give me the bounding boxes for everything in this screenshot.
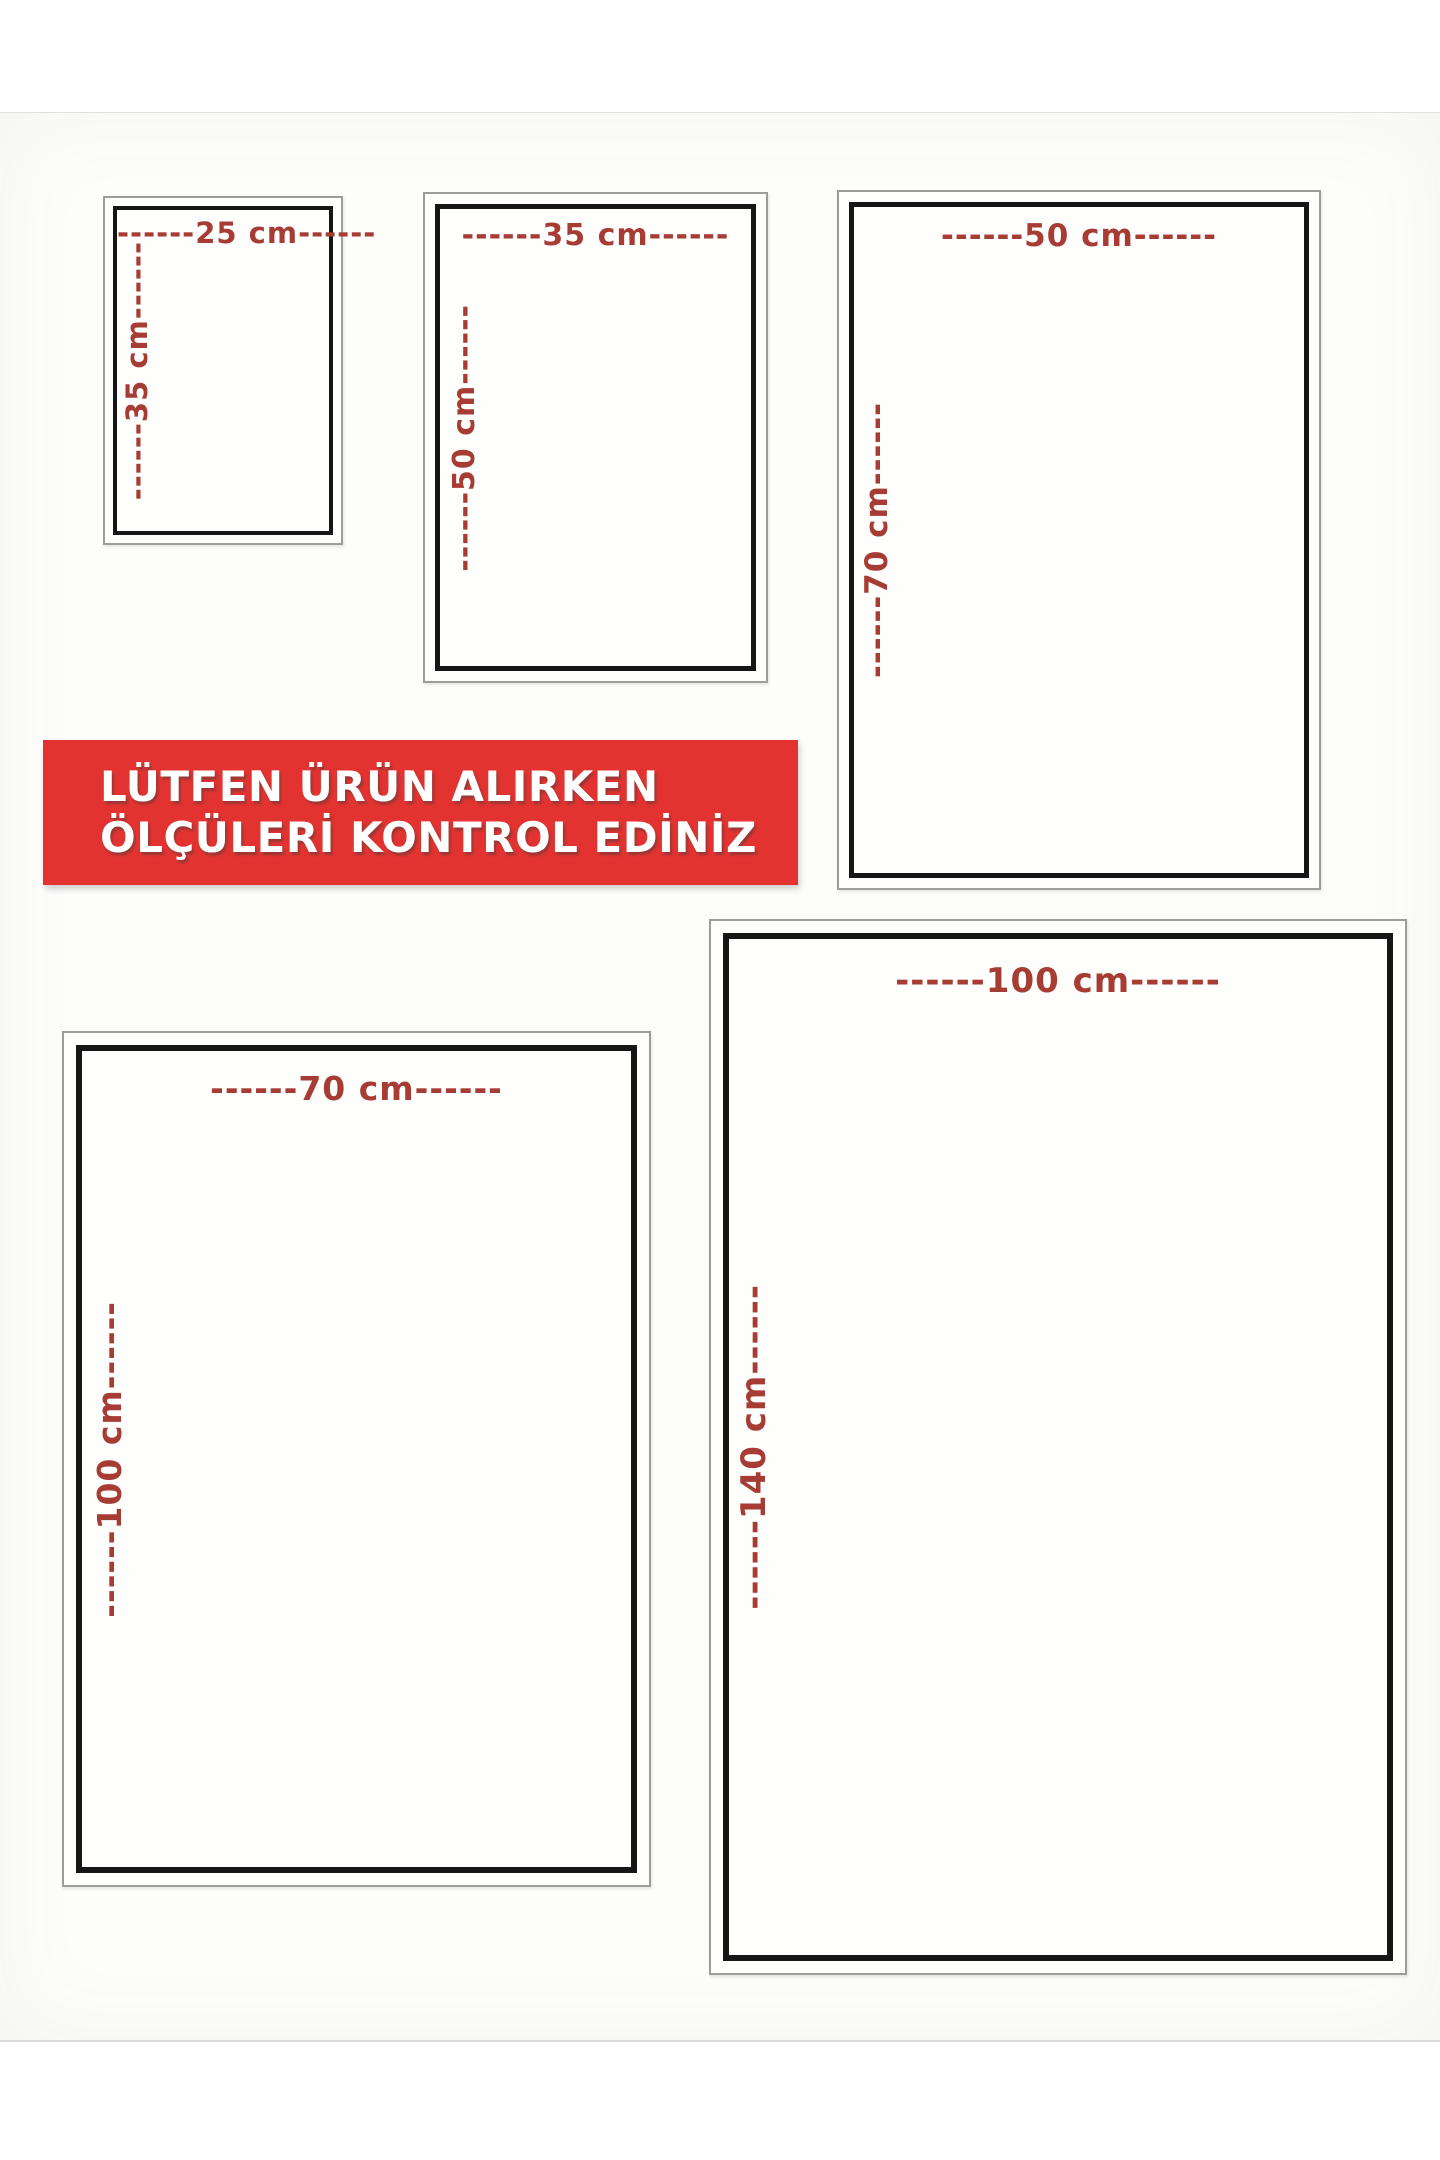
size-box-70x100-border [76, 1045, 637, 1873]
height-dimension-label-100: ------100 cm------ [90, 1300, 129, 1618]
height-dimension-label-140: ------140 cm------ [734, 1284, 774, 1610]
width-dimension-label-35: ------35 cm------ [461, 218, 730, 253]
size-box-70x100 [62, 1031, 651, 1887]
width-dimension-label-25: ------25 cm------ [117, 216, 377, 250]
size-box-25x35-border [113, 206, 377, 535]
height-dimension-label-70: ------70 cm------ [859, 401, 895, 678]
size-box-35x50-border [435, 204, 756, 671]
width-dimension-label-100: ------100 cm------ [895, 961, 1221, 1001]
height-dimension-wrap-50 [447, 209, 482, 666]
width-dimension-label-70: ------70 cm------ [210, 1069, 503, 1108]
width-dimension-label-50: ------50 cm------ [940, 218, 1217, 254]
height-dimension-label-35: ------35 cm------ [120, 240, 154, 501]
height-dimension-wrap-140 [734, 939, 774, 1955]
size-box-100x140-border [723, 933, 1393, 1961]
size-box-25x35 [103, 196, 377, 545]
height-dimension-wrap-35 [120, 210, 154, 531]
warning-banner [43, 740, 798, 885]
height-dimension-wrap-70 [859, 207, 895, 873]
size-box-100x140 [709, 919, 1407, 1975]
height-dimension-label-50: ------50 cm------ [447, 303, 482, 572]
size-box-35x50 [423, 192, 768, 683]
warning-banner-line-2: ÖLÇÜLERİ KONTROL EDİNİZ [100, 813, 757, 862]
size-box-50x70 [837, 190, 1321, 890]
size-box-50x70-border [849, 202, 1309, 878]
warning-banner-line-1: LÜTFEN ÜRÜN ALIRKEN [100, 762, 659, 811]
height-dimension-wrap-100 [90, 1051, 129, 1867]
